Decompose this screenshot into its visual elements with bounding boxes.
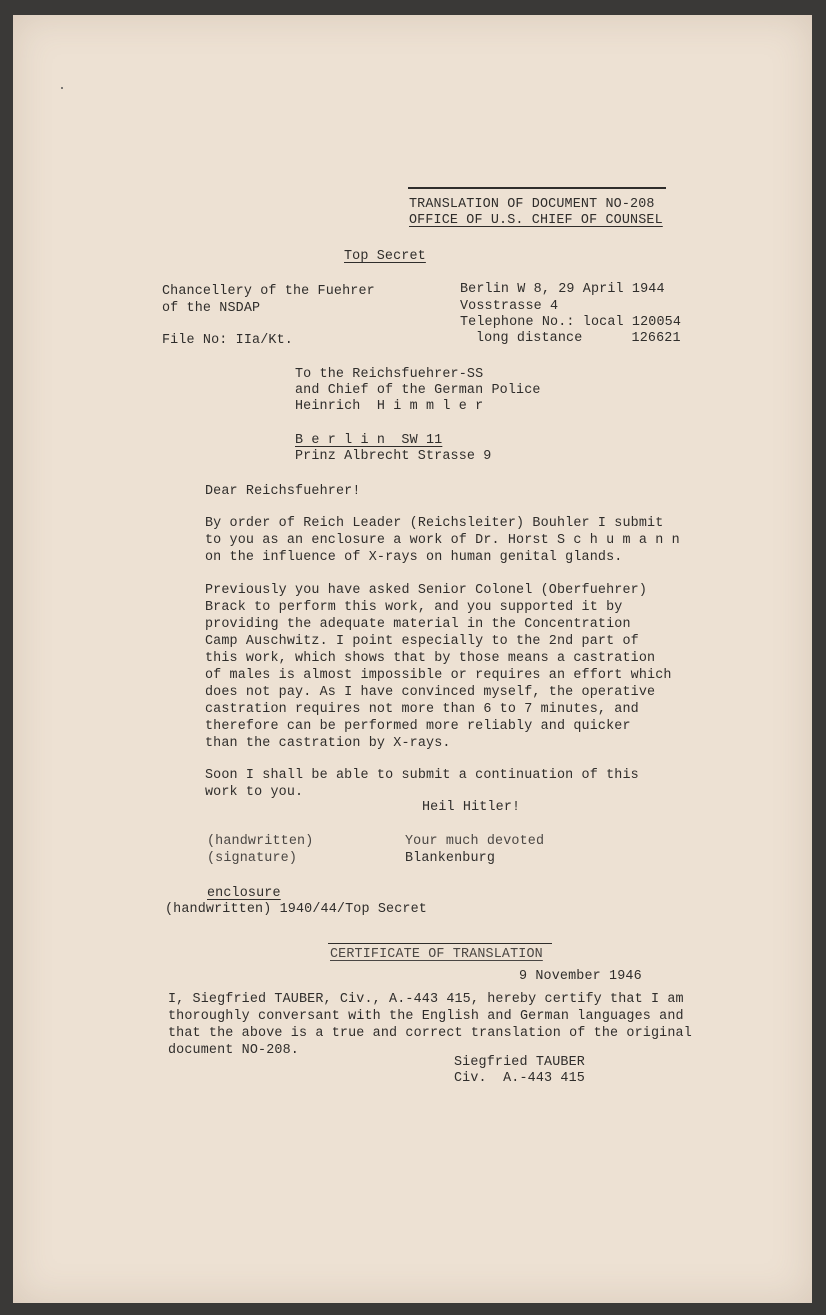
paragraph-2-line: castration requires not more than 6 to 7 minutes, and bbox=[205, 702, 639, 717]
certificate-signer-id: Civ. A.-443 415 bbox=[454, 1071, 585, 1086]
enclosure-text: (handwritten) 1940/44/Top Secret bbox=[165, 902, 427, 917]
recipient-line-4: B e r l i n SW 11 bbox=[295, 433, 443, 448]
signature-note-2: (signature) bbox=[207, 851, 298, 866]
closing: Heil Hitler! bbox=[422, 800, 521, 815]
dateline-line-2: Vosstrasse 4 bbox=[460, 299, 559, 314]
paragraph-2-line: providing the adequate material in the Concentration bbox=[205, 617, 631, 632]
paragraph-1-line: By order of Reich Leader (Reichsleiter) Bouhler I submit bbox=[205, 516, 664, 531]
paragraph-2-line: does not pay. As I have convinced myself, the operative bbox=[205, 685, 656, 700]
paragraph-2-line: of males is almost impossible or requires an effort which bbox=[205, 668, 672, 683]
signature-name: Blankenburg bbox=[405, 851, 496, 866]
signature-note-1: (handwritten) bbox=[207, 834, 314, 849]
certificate-line: I, Siegfried TAUBER, Civ., A.-443 415, hereby certify that I am bbox=[168, 992, 684, 1007]
recipient-line-1: To the Reichsfuehrer-SS bbox=[295, 367, 484, 382]
document-page bbox=[13, 15, 812, 1303]
paragraph-2-line: Brack to perform this work, and you supported it by bbox=[205, 600, 623, 615]
paragraph-1-line: on the influence of X-rays on human genital glands. bbox=[205, 550, 623, 565]
certificate-title: CERTIFICATE OF TRANSLATION bbox=[330, 947, 543, 962]
paragraph-3-line: Soon I shall be able to submit a continuation of this bbox=[205, 768, 639, 783]
paragraph-2-line: Previously you have asked Senior Colonel (Oberfuehrer) bbox=[205, 583, 648, 598]
certificate-line: document NO-208. bbox=[168, 1043, 299, 1058]
header-rule bbox=[408, 187, 666, 189]
enclosure-label: enclosure bbox=[207, 886, 281, 901]
dateline-line-3: Telephone No.: local 120054 bbox=[460, 315, 682, 330]
classification: Top Secret bbox=[344, 249, 426, 264]
file-number: File No: IIa/Kt. bbox=[162, 333, 293, 348]
paper-speck bbox=[61, 87, 63, 89]
recipient-line-3: Heinrich H i m m l e r bbox=[295, 399, 484, 414]
signature-valediction: Your much devoted bbox=[405, 834, 545, 849]
paragraph-2-line: this work, which shows that by those means a castration bbox=[205, 651, 656, 666]
certificate-date: 9 November 1946 bbox=[519, 969, 642, 984]
dateline-line-1: Berlin W 8, 29 April 1944 bbox=[460, 282, 665, 297]
certificate-signer-name: Siegfried TAUBER bbox=[454, 1055, 585, 1070]
header-line-1: TRANSLATION OF DOCUMENT NO-208 bbox=[409, 197, 655, 212]
certificate-line: that the above is a true and correct translation of the original bbox=[168, 1026, 692, 1041]
paragraph-1-line: to you as an enclosure a work of Dr. Horst S c h u m a n n bbox=[205, 533, 680, 548]
salutation: Dear Reichsfuehrer! bbox=[205, 484, 361, 499]
paragraph-3-line: work to you. bbox=[205, 785, 304, 800]
dateline-line-4: long distance 126621 bbox=[476, 331, 681, 346]
certificate-line: thoroughly conversant with the English and German languages and bbox=[168, 1009, 684, 1024]
paragraph-2-line: than the castration by X-rays. bbox=[205, 736, 451, 751]
recipient-line-5: Prinz Albrecht Strasse 9 bbox=[295, 449, 492, 464]
paragraph-2-line: therefore can be performed more reliably and quicker bbox=[205, 719, 631, 734]
paragraph-2-line: Camp Auschwitz. I point especially to the 2nd part of bbox=[205, 634, 639, 649]
sender-line-1: Chancellery of the Fuehrer bbox=[162, 284, 375, 299]
certificate-rule bbox=[328, 943, 552, 944]
recipient-line-2: and Chief of the German Police bbox=[295, 383, 541, 398]
header-line-2: OFFICE OF U.S. CHIEF OF COUNSEL bbox=[409, 213, 663, 228]
sender-line-2: of the NSDAP bbox=[162, 301, 261, 316]
